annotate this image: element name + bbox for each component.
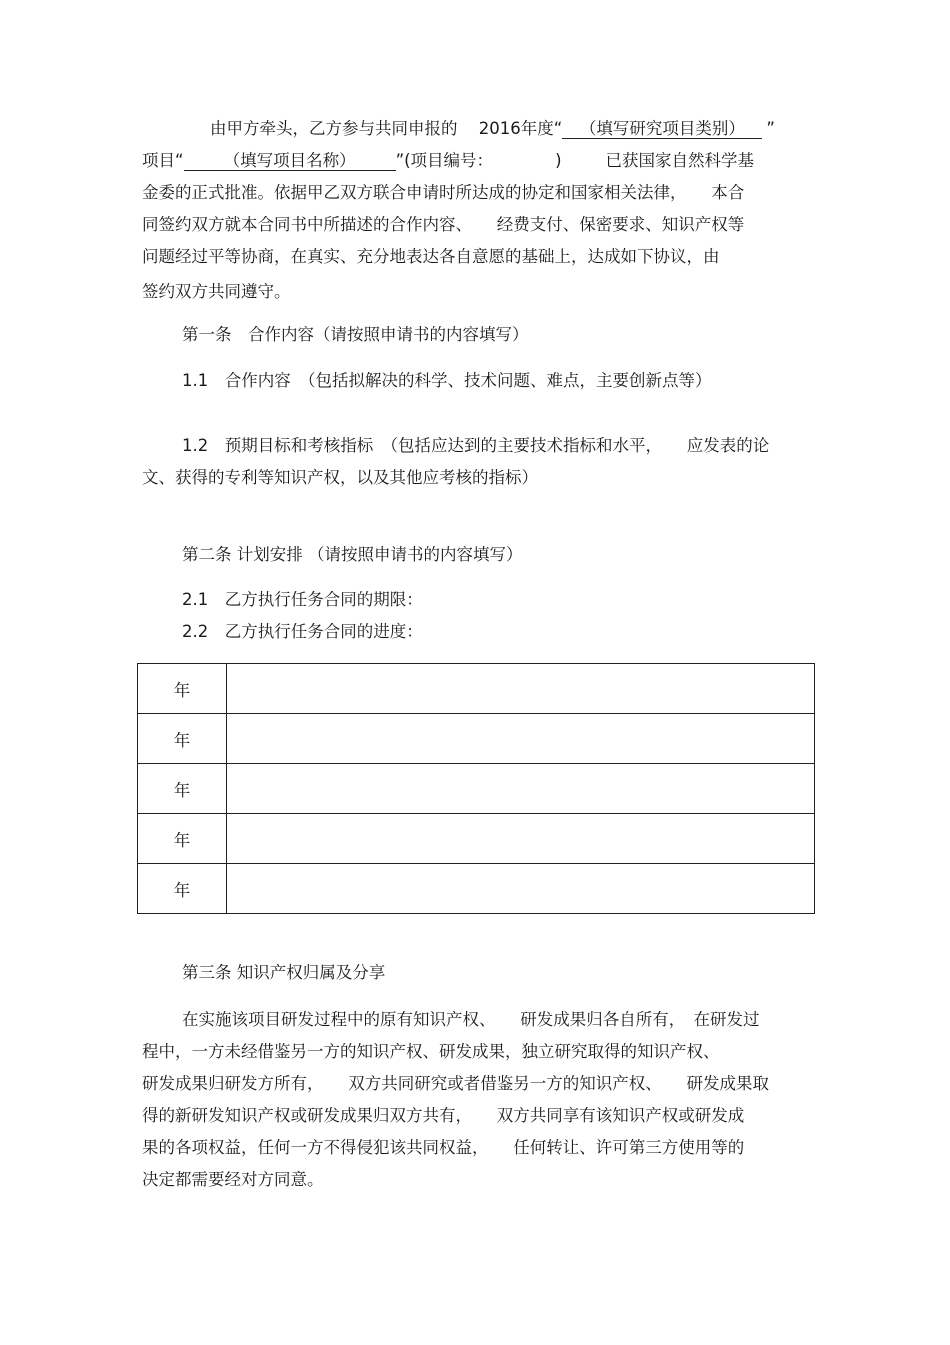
intro-text: 已获国家自然科学基	[605, 151, 754, 170]
intro-text: )	[555, 151, 562, 170]
progress-cell[interactable]	[227, 814, 815, 864]
article-3-heading: 第三条 知识产权归属及分享	[182, 963, 386, 982]
year-cell: 年	[138, 764, 227, 814]
section-1-1: 1.1 合作内容 （包括拟解决的科学、技术问题、难点，主要创新点等）	[182, 371, 712, 390]
article-3-line-6: 决定都需要经对方同意。	[142, 1170, 324, 1189]
progress-cell[interactable]	[227, 664, 815, 714]
article-3-line-3: 研发成果归研发方所有， 双方共同研究或者借鉴另一方的知识产权、 研发成果取	[142, 1074, 769, 1093]
year-cell: 年	[138, 814, 227, 864]
section-2-1: 2.1 乙方执行任务合同的期限：	[182, 590, 423, 609]
project-year: 2016	[478, 119, 521, 138]
intro-line-3: 金委的正式批准。依据甲乙双方联合申请时所达成的协定和国家相关法律， 本合	[142, 183, 745, 202]
table-row	[138, 664, 815, 714]
schedule-table	[137, 663, 815, 914]
article-1-heading: 第一条 合作内容（请按照申请书的内容填写）	[182, 325, 529, 344]
progress-cell[interactable]	[227, 864, 815, 914]
year-cell: 年	[138, 714, 227, 764]
project-category-blank[interactable]: （填写研究项目类别）	[562, 120, 762, 139]
section-2-2: 2.2 乙方执行任务合同的进度：	[182, 622, 423, 641]
intro-line-1	[210, 119, 775, 139]
intro-text: 年度“	[520, 119, 563, 138]
article-2-heading: 第二条 计划安排 （请按照申请书的内容填写）	[182, 545, 523, 564]
project-name-blank[interactable]: （填写项目名称）	[184, 152, 396, 171]
article-3-line-2: 程中，一方未经借鉴另一方的知识产权、研发成果，独立研究取得的知识产权、	[142, 1042, 720, 1061]
progress-cell[interactable]	[227, 714, 815, 764]
intro-line-6: 签约双方共同遵守。	[142, 282, 291, 301]
year-cell: 年	[138, 864, 227, 914]
intro-text: ”	[766, 119, 775, 138]
table-row	[138, 864, 815, 914]
intro-line-5: 问题经过平等协商，在真实、充分地表达各自意愿的基础上，达成如下协议，由	[142, 247, 720, 266]
table-row	[138, 814, 815, 864]
table-row	[138, 714, 815, 764]
project-number-label: ”(项目编号：	[395, 151, 494, 170]
article-3-line-4: 得的新研发知识产权或研发成果归双方共有， 双方共同享有该知识产权或研发成	[142, 1106, 745, 1125]
intro-line-4: 同签约双方就本合同书中所描述的合作内容、 经费支付、保密要求、知识产权等	[142, 215, 745, 234]
intro-text: 由甲方牵头，乙方参与共同申报的	[210, 119, 458, 138]
table-row	[138, 764, 815, 814]
section-1-2-line-1: 1.2 预期目标和考核指标 （包括应达到的主要技术指标和水平， 应发表的论	[182, 436, 770, 455]
progress-cell[interactable]	[227, 764, 815, 814]
article-3-line-1: 在实施该项目研发过程中的原有知识产权、 研发成果归各自所有， 在研发过	[182, 1010, 760, 1029]
intro-line-2	[142, 151, 754, 171]
article-3-line-5: 果的各项权益，任何一方不得侵犯该共同权益， 任何转让、许可第三方使用等的	[142, 1138, 745, 1157]
year-cell: 年	[138, 664, 227, 714]
section-1-2-line-2: 文、获得的专利等知识产权，以及其他应考核的指标）	[142, 468, 538, 487]
intro-text: 项目“	[142, 151, 184, 170]
